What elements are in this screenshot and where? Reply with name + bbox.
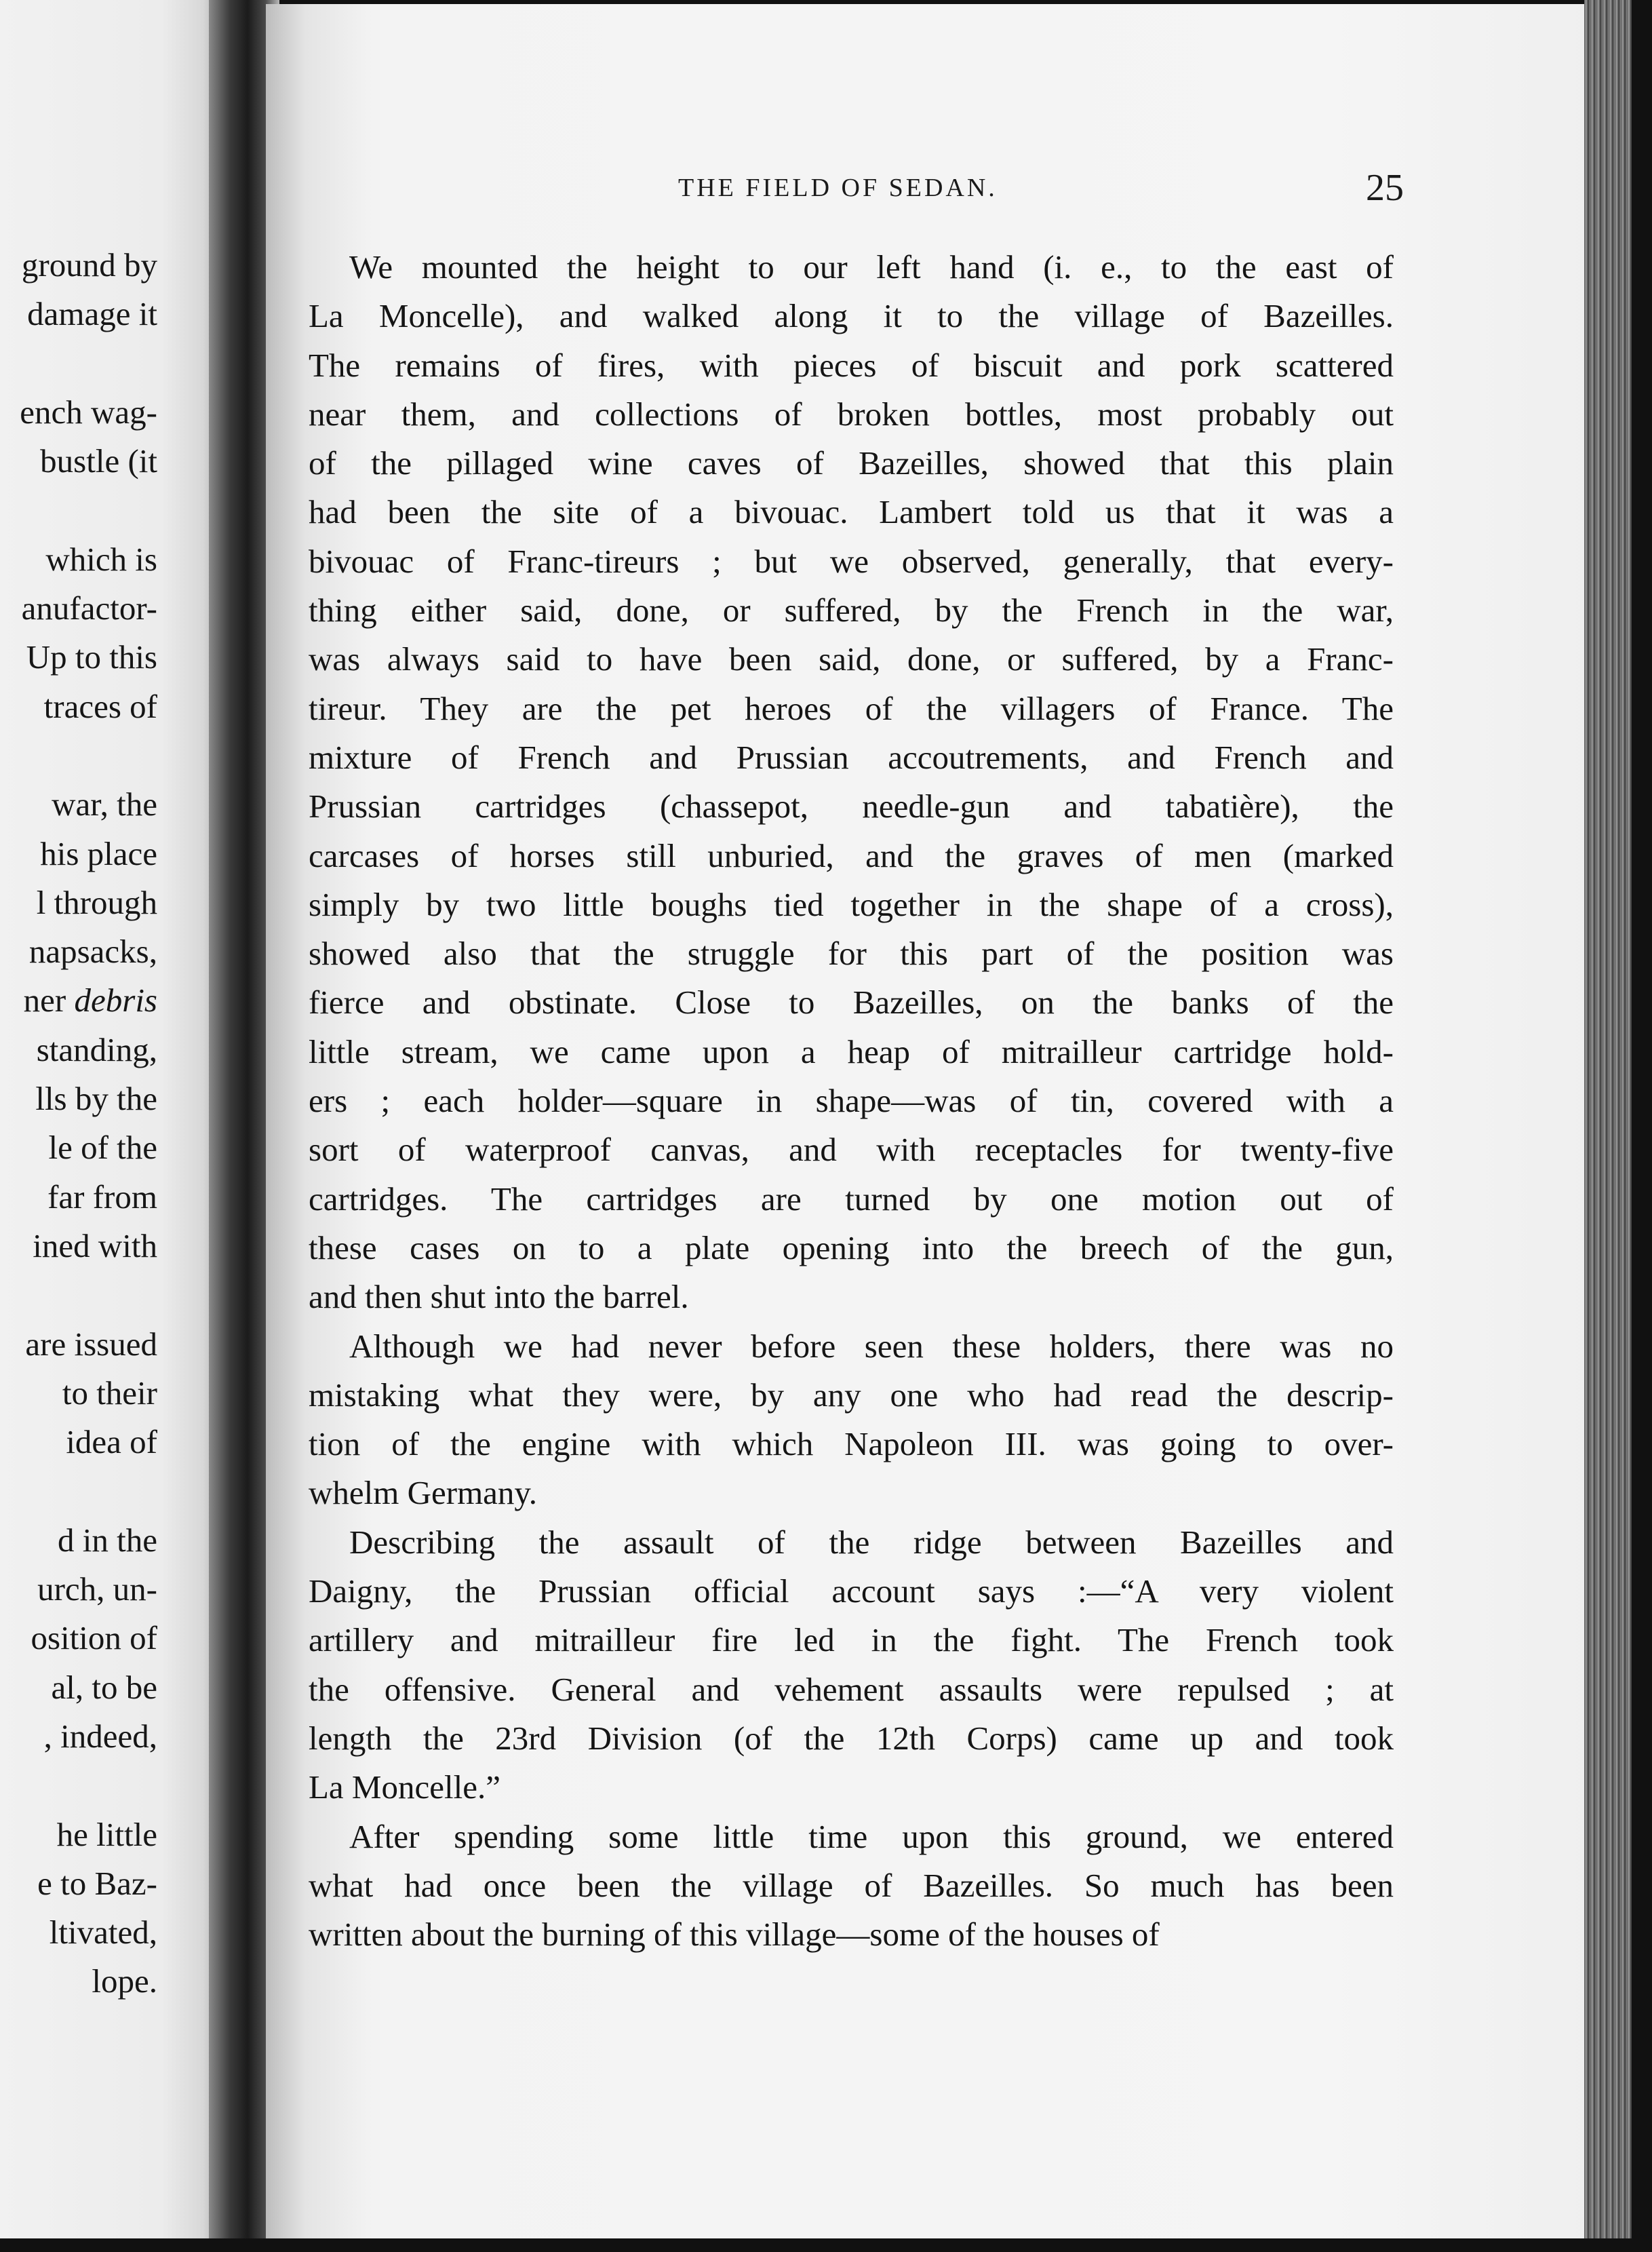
left-page-line: damage it [27, 295, 157, 333]
left-page-line [0, 339, 157, 388]
text-line: Although we had never before seen these holders, there was no [349, 1327, 1394, 1365]
page-edges [1584, 0, 1632, 2238]
text-line: After spending some little time upon this ground, we entered [349, 1817, 1394, 1855]
left-page-line [0, 1467, 157, 1515]
text-line: Prussian cartridges (chassepot, needle-gun and tabatière), the [309, 788, 1394, 826]
text-line: carcases of horses still unburied, and the graves of men (marked [309, 836, 1394, 874]
left-page-line: are issued [25, 1325, 157, 1363]
text-line: whelm Germany. [309, 1474, 537, 1512]
text-line: the offensive. General and vehement assaults were repulsed ; at [309, 1670, 1394, 1708]
text-line: of the pillaged wine caves of Bazeilles, showed that this plain [309, 444, 1394, 482]
left-page-line: ground by [21, 246, 157, 284]
left-page-line: al, to be [51, 1668, 157, 1706]
text-line: sort of waterproof canvas, and with receptacles for twenty-five [309, 1131, 1394, 1169]
paragraph [309, 1322, 1394, 1518]
left-page-line [0, 1761, 157, 1810]
left-page-line: his place [40, 834, 157, 872]
left-page-line: l through [36, 883, 157, 921]
text-line: artillery and mitrailleur fire led in the fight. The French took [309, 1621, 1394, 1659]
text-line: We mounted the height to our left hand (i. e., to the east of [349, 248, 1394, 286]
left-page-line [0, 731, 157, 780]
left-page-line: standing, [36, 1030, 157, 1068]
left-page-line: le of the [48, 1129, 157, 1167]
text-line: bivouac of Franc-tireurs ; but we observed, generally, that every- [309, 542, 1394, 580]
left-page-line: far from [47, 1178, 157, 1216]
page-number: 25 [1366, 167, 1404, 209]
text-line: had been the site of a bivouac. Lambert told us that it was a [309, 493, 1394, 531]
left-page-line: to their [62, 1374, 157, 1412]
text-line: these cases on to a plate opening into the breech of the gun, [309, 1228, 1394, 1266]
left-page-line: ltivated, [49, 1914, 157, 1952]
left-page-line: urch, un- [37, 1570, 157, 1608]
left-page-line: bustle (it [40, 442, 157, 480]
left-page [0, 0, 231, 2238]
text-line: showed also that the struggle for this part of the position was [309, 935, 1394, 973]
left-page-line: Up to this [26, 638, 157, 676]
left-page-line [0, 1270, 157, 1319]
text-line: mistaking what they were, by any one who had read the descrip- [309, 1376, 1394, 1414]
text-line: La Moncelle), and walked along it to the village of Bazeilles. [309, 297, 1394, 335]
left-page-line: , indeed, [43, 1717, 157, 1755]
left-page-line: war, the [52, 785, 157, 823]
text-line: mixture of French and Prussian accoutrements, and French and [309, 738, 1394, 776]
text-line: what had once been the village of Bazeilles. So much has been [309, 1866, 1394, 1904]
left-page-text-fragments [0, 241, 157, 2006]
left-page-line: anufactor- [21, 589, 157, 627]
text-line: thing either said, done, or suffered, by the French in the war, [309, 591, 1394, 629]
left-page-line: idea of [66, 1423, 157, 1461]
running-head: THE FIELD OF SEDAN. [678, 174, 998, 202]
left-page-line: osition of [31, 1619, 157, 1657]
text-line: Daigny, the Prussian official account says :—“A very violent [309, 1572, 1394, 1610]
left-page-line: ench wag- [20, 393, 157, 431]
text-line: cartridges. The cartridges are turned by one motion out of [309, 1180, 1394, 1218]
left-page-line [0, 486, 157, 535]
left-page-line: ined with [33, 1226, 157, 1264]
text-line: little stream, we came upon a heap of mitrailleur cartridge hold- [309, 1032, 1394, 1070]
left-page-line: e to Baz- [37, 1864, 157, 1902]
page-header [678, 166, 1404, 214]
text-line: simply by two little boughs tied together in the shape of a cross), [309, 885, 1394, 923]
text-line: The remains of fires, with pieces of biscuit and pork scattered [309, 346, 1394, 384]
text-line: Describing the assault of the ridge between Bazeilles and [349, 1523, 1394, 1561]
body-text [309, 243, 1394, 1959]
text-line: ers ; each holder—square in shape—was of tin, covered with a [309, 1082, 1394, 1120]
paragraph [309, 1518, 1394, 1812]
text-line: near them, and collections of broken bottles, most probably out [309, 395, 1394, 433]
text-line: and then shut into the barrel. [309, 1278, 689, 1316]
left-page-line: lls by the [35, 1080, 157, 1118]
paragraph [309, 243, 1394, 1322]
left-page-line: napsacks, [28, 933, 157, 971]
text-line: fierce and obstinate. Close to Bazeilles, on the banks of the [309, 984, 1394, 1022]
left-page-line: d in the [58, 1521, 157, 1559]
text-line: tion of the engine with which Napoleon III. was going to over- [309, 1425, 1394, 1463]
left-page-line: lope. [92, 1962, 157, 2000]
text-line: was always said to have been said, done, or suffered, by a Franc- [309, 640, 1394, 678]
text-line: length the 23rd Division (of the 12th Corps) came up and took [309, 1719, 1394, 1757]
text-line: La Moncelle.” [309, 1768, 500, 1806]
left-page-line: which is [45, 540, 157, 578]
left-page-line: ner debris [23, 982, 157, 1020]
left-page-line: traces of [43, 687, 157, 725]
left-page-line: he little [56, 1815, 157, 1853]
text-line: written about the burning of this village—some of the houses of [309, 1916, 1160, 1954]
paragraph [309, 1812, 1394, 1960]
text-line: tireur. They are the pet heroes of the villagers of France. The [309, 689, 1394, 727]
